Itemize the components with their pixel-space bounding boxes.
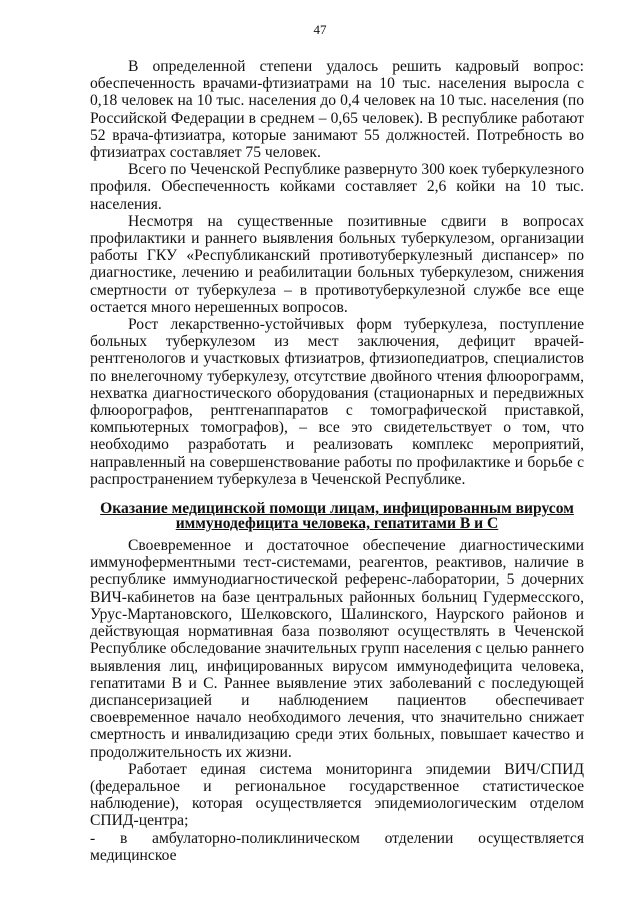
paragraph-staffing: В определенной степени удалось решить кадровый вопрос: обеспеченность врачами-фтизиатрами на 10 тыс. населения выросла с 0,18 человек на 10 тыс. населения до 0,4 человек на 10 тыс. населения (по Российской Федерации в среднем – 0,65 человек). В республике работают 52 врача-фтизиатра, которые занимают 55 должностей. Потребность во фтизиатрах составляет 75 человек.: [90, 58, 584, 162]
paragraph-diagnostics: Своевременное и достаточное обеспечение диагностическими иммуноферментными тест-системами, реагентов, реактивов, наличие в республике иммунодиагностической референс-лаборатории, 5 дочерних ВИЧ-кабинетов на базе центральных районных больниц Гудермесского, Урус-Мартановского, Шелковского, Шалинского, Наурского районов и действующая нормативная база позволяют осуществлять в Чеченской Республике обследование значительных групп населения с целью раннего выявления лиц, инфицированных вирусом иммунодефицита человека, гепатитами В и С. Раннее выявление этих заболеваний с последующей диспансеризацией и наблюдением пациентов обеспечивает своевременное начало необходимого лечения, что значительно снижает смертность и инвалидизацию среди этих больных, повышает качество и продолжительность их жизни.: [90, 537, 584, 761]
paragraph-drug-resistance: Рост лекарственно-устойчивых форм туберкулеза, поступление больных туберкулезом из мест заключения, дефицит врачей-рентгенологов и участковых фтизиатров, фтизиопедиатров, специалистов по внелегочному туберкулезу, отсутствие двойного чтения флюорограмм, нехватка диагностического оборудования (стационарных и передвижных флюорографов, рентгенаппаратов с томографической приставкой, компьютерных томографов), – все это свидетельствует о том, что необходимо разработать и реализовать комплекс мероприятий, направленный на совершенствование работы по профилактике и борьбе с распространением туберкулеза в Чеченской Республике.: [90, 316, 584, 488]
paragraph-unresolved-issues: Несмотря на существенные позитивные сдвиги в вопросах профилактики и раннего выявления больных туберкулезом, организации работы ГКУ «Республиканский противотуберкулезный диспансер» по диагностике, лечению и реабилитации больных туберкулезом, снижения смертности от туберкулеза – в противотуберкулезной службе все еще остается много нерешенных вопросов.: [90, 212, 584, 316]
section-heading: Оказание медицинской помощи лицам, инфицированным вирусом иммунодефицита человека, гепатитами В и С: [100, 500, 574, 533]
page-number: 47: [313, 22, 327, 37]
document-body: [90, 58, 584, 864]
paragraph-beds: Всего по Чеченской Республике развернуто 300 коек туберкулезного профиля. Обеспеченность койками составляет 2,6 койки на 10 тыс. населения.: [90, 161, 584, 213]
paragraph-outpatient: - в амбулаторно-поликлиническом отделении осуществляется медицинское: [90, 829, 584, 864]
paragraph-monitoring: Работает единая система мониторинга эпидемии ВИЧ/СПИД (федеральное и региональное государственное статистическое наблюдение), которая осуществляется эпидемиологическим отделом СПИД-центра;: [90, 760, 584, 830]
